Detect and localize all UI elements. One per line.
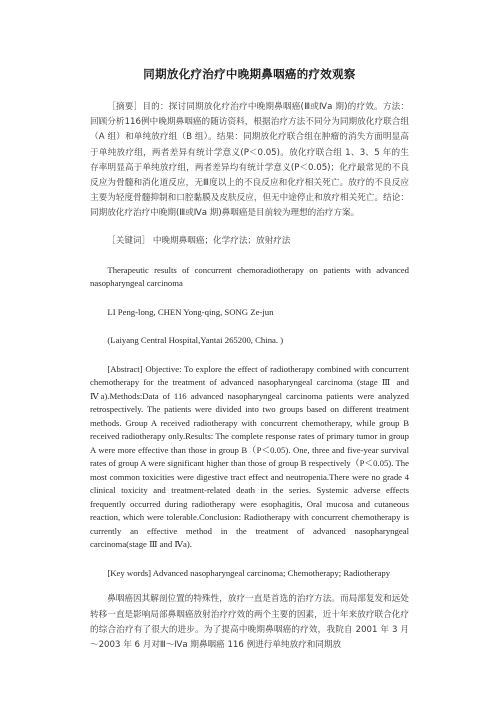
english-title: Therapeutic results of concurrent chemoradiotherapy on patients with advanced nasopharyngeal carcinoma bbox=[90, 264, 409, 289]
body-paragraph: 鼻咽癌因其解剖位置的特殊性，放疗一直是首选的治疗方法。而局部复发和远处转移一直是影响局部鼻咽癌放射治疗疗效的两个主要的因素，近十年来放疗联合化疗的综合治疗有了很大的进步。为了提高中晚期鼻咽癌的疗效，我院自 2001 年 3 月～2003 年 6 月对Ⅲ～Ⅳa 期鼻咽癌 116 例进行单纯放疗和同期放 bbox=[90, 594, 409, 650]
abstract-cn: ［摘要］目的：探讨同期放化疗治疗中晚期鼻咽癌(Ⅲ或Ⅳa 期)的疗效。方法：回顾分析116例中晚期鼻咽癌的随访资料，根据治疗方法不同分为同期放化疗联合组（A 组）和单纯放疗组（B 组）。结果：同期放化疗联合组在肿瘤的消失方面明显高于单纯放疗组，两者差异有统计学意义(P＜0.05)。放化疗联合组 1、3、5 年的生存率明显高于单纯放疗组，两者差异均有统计学意义(P＜0.05)；化疗最常见的不良反应为骨髓和消化道反应，无Ⅲ度以上的不良反应和化疗相关死亡。放疗的不良反应主要为轻度骨髓抑制和口腔黏膜及皮肤反应，但无中途停止和放疗相关死亡。结论：同期放化疗治疗中晚期(Ⅲ或Ⅳa 期)鼻咽癌是目前较为理想的治疗方案。 bbox=[90, 102, 409, 219]
keywords-cn: ［关键词］ 中晚期鼻咽癌；化学疗法；放射疗法 bbox=[107, 235, 291, 246]
keywords-en: [Key words] Advanced nasopharyngeal carcinoma; Chemotherapy; Radiotherapy bbox=[107, 567, 391, 578]
affiliation-en: (Laiyang Central Hospital,Yantai 265200, China. ) bbox=[107, 335, 284, 346]
authors-en: LI Peng-long, CHEN Yong-qing, SONG Ze-jun bbox=[107, 306, 274, 317]
paper-title: 同期放化疗治疗中晚期鼻咽癌的疗效观察 bbox=[143, 67, 356, 81]
abstract-en: [Abstract] Objective: To explore the effect of radiotherapy combined with concurrent chemotherapy for the treatment of advanced nasopharyngeal carcinoma (stage Ⅲ and Ⅳa).Methods:Data of 116 advanced nasopharyngeal carcinoma patients were analyzed retrospectively. The patients were divided into two groups based on different treatment methods. Group A received radiotherapy with concurrent chemotherapy, while group B received radiotherapy only.Results: The complete response rates of primary tumor in group A were more effective than those in group B（P＜0.05). One, three and five-year survival rates of group A were significant higher than those of group B respectively（P＜0.05). The most common toxicities were digestive tract effect and neutropenia.There were no grade 4 clinical toxicity and treatment-related death in the series. Systemic adverse effects frequently occurred during radiotherapy were esophagitis, Oral mucosa and cutaneous reaction, which were tolerable.Conclusion: Radiotherapy with concurrent chemotherapy is currently an effective method in the treatment of advanced nasopharyngeal carcinoma(stage Ⅲ and Ⅳa). bbox=[90, 363, 409, 550]
